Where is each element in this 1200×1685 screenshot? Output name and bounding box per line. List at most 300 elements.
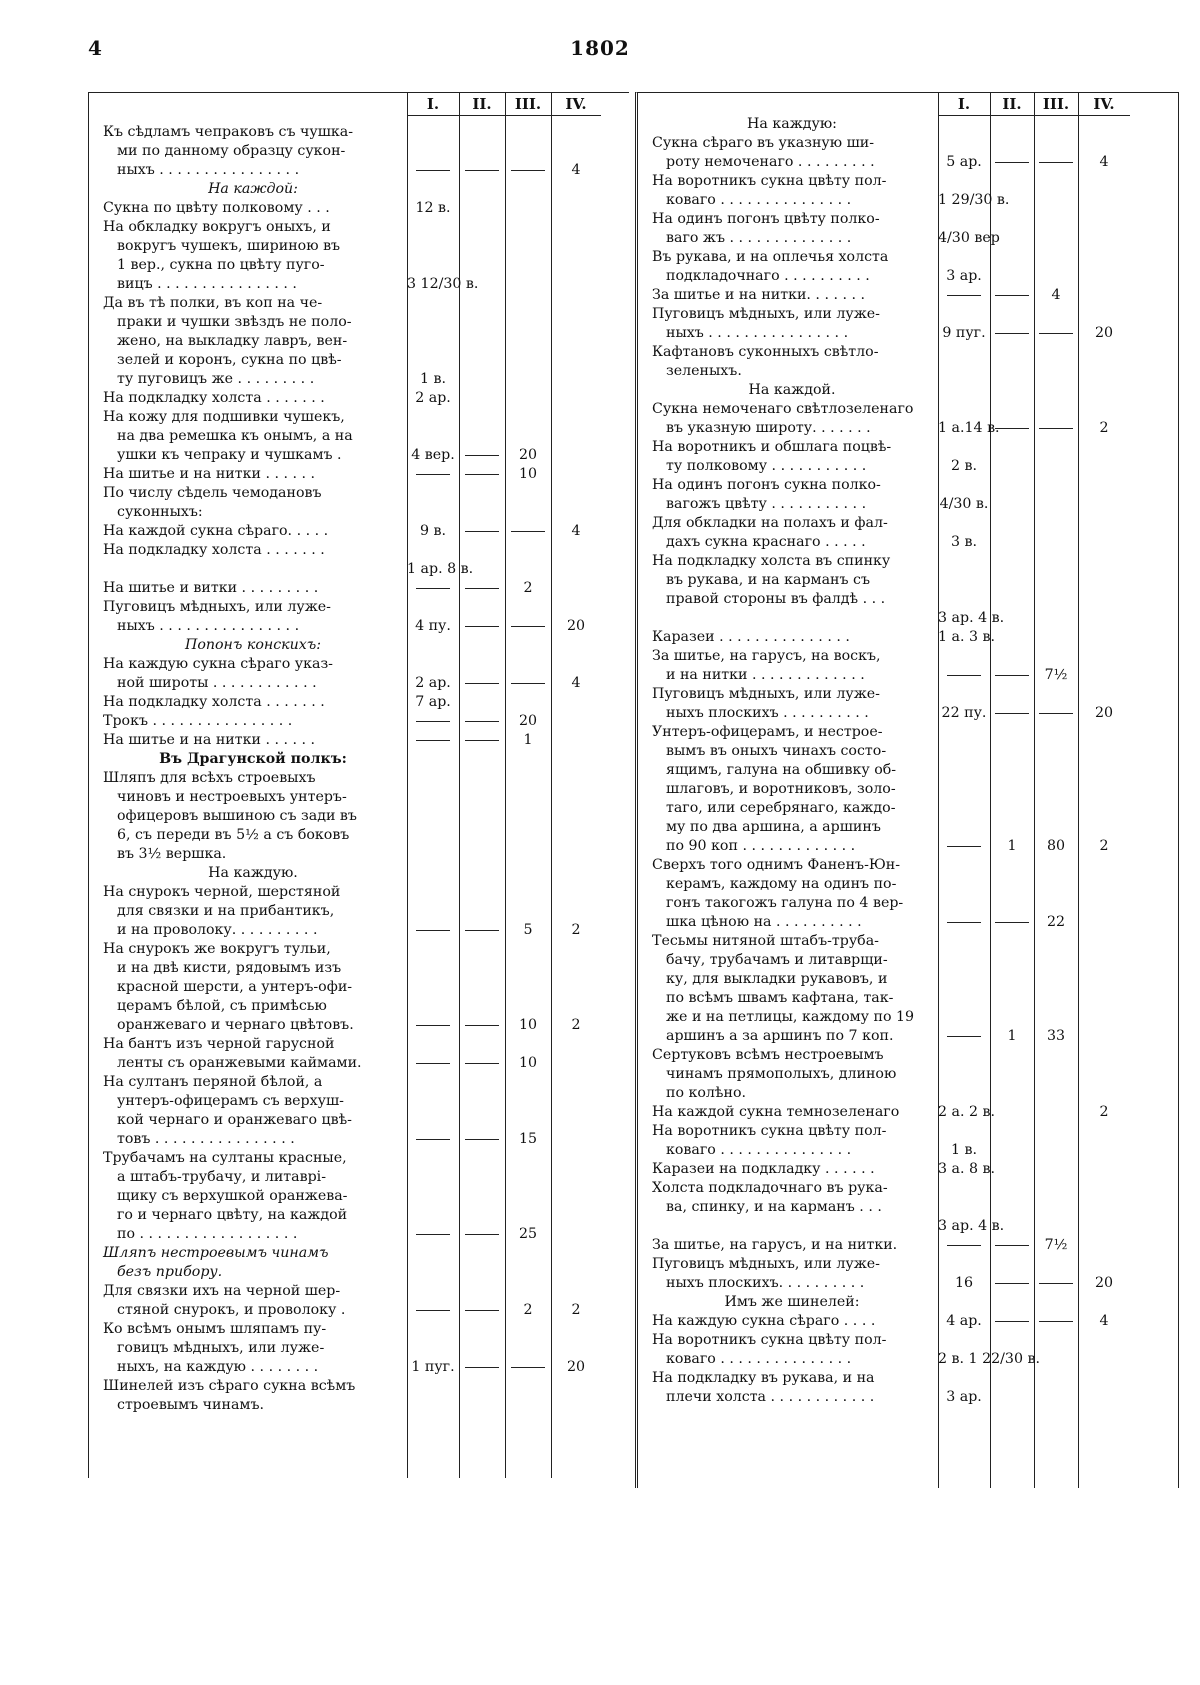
description-line: На подкладку холста . . . . . . .	[103, 542, 325, 558]
value-cell-col-1: 4 ар.	[946, 1313, 982, 1329]
value-cell-col-3	[1034, 704, 1078, 723]
description-line: Попонъ конскихъ:	[184, 637, 322, 653]
description-line: зелей и коронъ, сукна по цвѣ-	[117, 352, 342, 368]
row-description	[652, 1369, 932, 1407]
table-row	[89, 1035, 629, 1073]
row-description	[103, 218, 403, 294]
description-line: вагожъ цвѣту . . . . . . . . . . .	[666, 496, 867, 512]
value-cell-col-1: 2 ар.	[415, 675, 451, 691]
description-line: ваго жъ . . . . . . . . . . . . . .	[666, 230, 852, 246]
value-cell-col-2	[459, 674, 505, 693]
description-line: строевымъ чинамъ.	[117, 1397, 264, 1413]
description-line: коваго . . . . . . . . . . . . . . .	[666, 1351, 852, 1367]
column-header-3: III.	[1034, 93, 1078, 116]
description-line: Сверхъ того однимъ Фаненъ-Юн-	[652, 857, 901, 873]
table-row	[89, 180, 629, 199]
description-line: чинамъ прямополыхъ, длиною	[666, 1066, 897, 1082]
value-cell-col-1	[938, 837, 990, 856]
value-cell-col-1: 2 ар.	[415, 390, 451, 406]
value-cell-col-2	[990, 1236, 1034, 1255]
row-description	[652, 1255, 932, 1293]
description-line: Для обкладки на полахъ и фал-	[652, 515, 888, 531]
value-cell-col-2	[459, 921, 505, 940]
description-line: ящимъ, галуна на обшивку об-	[666, 762, 897, 778]
description-line: На каждую.	[208, 865, 298, 881]
row-description	[652, 476, 932, 514]
page-number: 4	[88, 36, 102, 60]
table-row	[89, 731, 629, 750]
value-cell-col-1: 3 а. 8 в.	[938, 1161, 996, 1177]
description-line: На каждую сукна сѣраго указ-	[103, 656, 333, 672]
value-cell-col-4: 20	[1094, 325, 1114, 341]
value-cell-col-4: 2	[1099, 1104, 1109, 1120]
row-description	[652, 1160, 932, 1179]
description-line: Ко всѣмъ онымъ шляпамъ пу-	[103, 1321, 327, 1337]
description-line: ныхъ, на каждую . . . . . . . .	[117, 1359, 319, 1375]
row-description	[103, 1244, 403, 1282]
description-line: На воротникъ сукна цвѣту пол-	[652, 173, 887, 189]
table-row	[89, 1377, 629, 1415]
description-line: же и на петлицы, каждому по 19	[666, 1009, 915, 1025]
value-cell-col-2: 1	[1007, 838, 1017, 854]
description-line: Пуговицъ мѣдныхъ, или луже-	[652, 686, 880, 702]
value-cell-col-3: 4	[1051, 287, 1061, 303]
table-row	[638, 210, 1178, 248]
description-line: На султанъ перяной бѣлой, а	[103, 1074, 323, 1090]
value-cell-col-2	[459, 446, 505, 465]
table-row	[89, 1244, 629, 1282]
value-cell-col-1	[938, 286, 990, 305]
table-row	[638, 723, 1178, 856]
table-row	[89, 940, 629, 1035]
table-row	[638, 1293, 1178, 1312]
table-row	[89, 522, 629, 541]
description-line: 6, съ переди въ 5½ а съ боковъ	[117, 827, 350, 843]
description-line: унтеръ-офицерамъ съ верхуш-	[117, 1093, 344, 1109]
value-cell-col-2	[459, 1130, 505, 1149]
row-description	[652, 1312, 932, 1331]
description-line: На подкладку холста въ спинку	[652, 553, 891, 569]
row-description	[652, 1122, 932, 1160]
value-cell-col-3	[1034, 324, 1078, 343]
value-cell-col-3	[1034, 1274, 1078, 1293]
description-line: На шитье и на нитки . . . . . .	[103, 466, 316, 482]
row-description	[103, 1149, 403, 1244]
value-cell-col-3: 2	[523, 580, 533, 596]
table-row	[638, 1312, 1178, 1331]
row-description	[652, 305, 932, 343]
description-line: ту пуговицъ же . . . . . . . . .	[117, 371, 315, 387]
description-line: суконныхъ:	[117, 504, 203, 520]
value-cell-col-1: 4 вер.	[411, 447, 455, 463]
description-line: На обкладку вокругъ оныхъ, и	[103, 219, 331, 235]
row-description	[103, 484, 403, 522]
column-header-4: IV.	[1078, 93, 1130, 116]
description-line: На снурокъ же вокругъ тульи,	[103, 941, 331, 957]
value-cell-col-1	[407, 731, 459, 750]
value-cell-col-3: 7½	[1044, 667, 1068, 683]
description-line: ныхъ плоскихъ . . . . . . . . . .	[666, 705, 869, 721]
description-line: На каждой сукна темнозеленаго	[652, 1104, 900, 1120]
value-cell-col-2	[990, 419, 1034, 438]
table-row	[638, 1046, 1178, 1103]
table-row	[638, 685, 1178, 723]
row-description	[652, 723, 932, 856]
table-row	[638, 400, 1178, 438]
value-cell-col-3: 20	[518, 713, 538, 729]
description-line: вокругъ чушекъ, шириною въ	[117, 238, 341, 254]
description-line: стяной снурокъ, и проволоку .	[117, 1302, 346, 1318]
value-cell-col-1	[938, 666, 990, 685]
value-cell-col-1	[938, 913, 990, 932]
description-line: правой стороны въ фалдѣ . . .	[666, 591, 886, 607]
description-line: вымъ въ оныхъ чинахъ состо-	[666, 743, 887, 759]
value-cell-col-1: 2 в.	[950, 458, 978, 474]
value-cell-col-4: 20	[1094, 1275, 1114, 1291]
description-line: и на проволоку. . . . . . . . . .	[117, 922, 318, 938]
table-row	[638, 438, 1178, 476]
row-description	[652, 856, 932, 932]
row-description	[652, 381, 932, 400]
description-line: церамъ бѣлой, съ примѣсью	[117, 998, 327, 1014]
value-cell-col-2	[459, 579, 505, 598]
value-cell-col-1: 2 в. 1 22/30 в.	[938, 1351, 1040, 1367]
value-cell-col-1	[407, 579, 459, 598]
value-cell-col-4: 4	[1099, 1313, 1109, 1329]
table-row	[638, 1103, 1178, 1122]
value-cell-col-3: 1	[523, 732, 533, 748]
description-line: На шитье и на нитки . . . . . .	[103, 732, 316, 748]
table-row	[89, 541, 629, 579]
row-description	[652, 552, 932, 628]
description-line: бачу, трубачамъ и литаврщи-	[666, 952, 888, 968]
row-description	[103, 294, 403, 389]
table-row	[89, 769, 629, 864]
row-description	[103, 579, 403, 598]
table-row	[89, 712, 629, 731]
row-description	[652, 1179, 932, 1236]
row-description	[103, 655, 403, 693]
value-cell-col-2: 1	[1007, 1028, 1017, 1044]
value-cell-col-4: 2	[571, 922, 581, 938]
row-description	[103, 123, 403, 180]
table-row	[89, 1320, 629, 1377]
description-line: ту полковому . . . . . . . . . . .	[666, 458, 867, 474]
description-line: За шитье и на нитки. . . . . . .	[652, 287, 866, 303]
row-description	[103, 1320, 403, 1377]
row-description	[652, 647, 932, 685]
table-row	[638, 172, 1178, 210]
value-cell-col-3: 10	[518, 1017, 538, 1033]
description-line: ныхъ . . . . . . . . . . . . . . . .	[666, 325, 849, 341]
table-row	[638, 647, 1178, 685]
description-line: ныхъ . . . . . . . . . . . . . . . .	[117, 162, 300, 178]
description-line: въ рукава, и на карманъ съ	[666, 572, 871, 588]
description-line: Шляпъ нестроевымъ чинамъ	[103, 1245, 329, 1261]
value-cell-col-2	[459, 1016, 505, 1035]
description-line: гонъ такогожъ галуна по 4 вер-	[666, 895, 904, 911]
row-description	[652, 932, 932, 1046]
description-line: Холста подкладочнаго въ рука-	[652, 1180, 888, 1196]
value-cell-col-1: 3 ар. 4 в.	[938, 610, 1005, 626]
description-line: коваго . . . . . . . . . . . . . . .	[666, 1142, 852, 1158]
description-line: праки и чушки звѣздъ не поло-	[117, 314, 352, 330]
value-cell-col-2	[459, 1358, 505, 1377]
row-description	[652, 172, 932, 210]
value-cell-col-2	[990, 913, 1034, 932]
value-cell-col-1	[407, 712, 459, 731]
table-row	[89, 1149, 629, 1244]
value-cell-col-3	[505, 617, 551, 636]
value-cell-col-1: 4/30 вер	[938, 230, 1000, 246]
description-line: За шитье, на гарусъ, на воскъ,	[652, 648, 881, 664]
value-cell-col-2	[990, 704, 1034, 723]
value-cell-col-4: 4	[571, 523, 581, 539]
value-cell-col-2	[459, 161, 505, 180]
value-cell-col-4: 20	[1094, 705, 1114, 721]
description-line: Пуговицъ мѣдныхъ, или луже-	[103, 599, 331, 615]
table-row	[89, 408, 629, 465]
value-cell-col-4: 2	[1099, 420, 1109, 436]
value-cell-col-2	[459, 1301, 505, 1320]
table-row	[89, 218, 629, 294]
description-line: На воротникъ сукна цвѣту пол-	[652, 1123, 887, 1139]
row-description	[652, 514, 932, 552]
description-line: вицъ . . . . . . . . . . . . . . . .	[117, 276, 297, 292]
description-line: Шинелей изъ сѣраго сукна всѣмъ	[103, 1378, 356, 1394]
table-row	[638, 248, 1178, 286]
value-cell-col-3: 33	[1046, 1028, 1066, 1044]
description-line: Въ рукава, и на оплечья холста	[652, 249, 889, 265]
value-cell-col-3: 15	[518, 1131, 538, 1147]
value-cell-col-1: 1 ар. 8 в.	[407, 561, 474, 577]
row-description	[103, 522, 403, 541]
value-cell-col-3	[505, 1358, 551, 1377]
description-line	[652, 1217, 932, 1236]
description-line: Каразеи на подкладку . . . . . .	[652, 1161, 875, 1177]
value-cell-col-4: 4	[571, 675, 581, 691]
description-line: красной шерсти, а унтеръ-офи-	[117, 979, 353, 995]
description-line: шлаговъ, и воротниковъ, золо-	[666, 781, 896, 797]
row-description	[652, 628, 932, 647]
description-line: Имъ же шинелей:	[724, 1294, 860, 1310]
description-line: коваго . . . . . . . . . . . . . . .	[666, 192, 852, 208]
value-cell-col-4: 4	[1099, 154, 1109, 170]
value-cell-col-1: 9 в.	[419, 523, 447, 539]
value-cell-col-3: 22	[1046, 914, 1066, 930]
description-line: плечи холста . . . . . . . . . . . .	[666, 1389, 875, 1405]
value-cell-col-2	[459, 731, 505, 750]
column-header-2: II.	[459, 93, 505, 116]
value-cell-col-2	[459, 1225, 505, 1244]
description-line: На воротникъ сукна цвѣту пол-	[652, 1332, 887, 1348]
description-line: подкладочнаго . . . . . . . . . .	[666, 268, 870, 284]
table-row	[638, 1122, 1178, 1160]
table-row	[89, 883, 629, 940]
table-row	[638, 286, 1178, 305]
table-row	[638, 476, 1178, 514]
description-line: го и чернаго цвѣту, на каждой	[117, 1207, 348, 1223]
description-line: На кожу для подшивки чушекъ,	[103, 409, 345, 425]
row-description	[652, 1236, 932, 1255]
row-description	[652, 1293, 932, 1312]
description-line: въ указную широту. . . . . . .	[666, 420, 871, 436]
table-row	[89, 199, 629, 218]
value-cell-col-1: 4/30 в.	[939, 496, 989, 512]
description-line: Тесьмы нитяной штабъ-труба-	[652, 933, 879, 949]
table-row	[89, 294, 629, 389]
value-cell-col-2	[459, 712, 505, 731]
description-line: щику съ верхушкой оранжева-	[117, 1188, 348, 1204]
value-cell-col-1: 12 в.	[415, 200, 451, 216]
row-description	[103, 864, 403, 883]
description-line: оранжеваго и чернаго цвѣтовъ.	[117, 1017, 354, 1033]
description-line: Сукна сѣраго въ указную ши-	[652, 135, 875, 151]
value-cell-col-1: 1 в.	[419, 371, 447, 387]
value-cell-col-1: 4 пу.	[415, 618, 451, 634]
table-row	[89, 1073, 629, 1149]
value-cell-col-1	[407, 1016, 459, 1035]
description-line: За шитье, на гарусъ, и на нитки.	[652, 1237, 898, 1253]
description-line: товъ . . . . . . . . . . . . . . . .	[117, 1131, 295, 1147]
description-line: говицъ мѣдныхъ, или луже-	[117, 1340, 325, 1356]
value-cell-col-1	[407, 465, 459, 484]
value-cell-col-2	[459, 522, 505, 541]
value-cell-col-1: 7 ар.	[415, 694, 451, 710]
value-cell-col-1	[407, 1054, 459, 1073]
description-line: Да въ тѣ полки, въ коп на че-	[103, 295, 323, 311]
value-cell-col-1	[407, 921, 459, 940]
value-cell-col-2	[990, 153, 1034, 172]
description-line: роту немоченаго . . . . . . . . .	[666, 154, 875, 170]
value-cell-col-1	[938, 1027, 990, 1046]
description-line: для связки и на прибантикъ,	[117, 903, 335, 919]
value-cell-col-4: 20	[566, 1359, 586, 1375]
value-cell-col-1: 1 29/30 в.	[938, 192, 1010, 208]
row-description	[652, 400, 932, 438]
value-cell-col-3	[505, 674, 551, 693]
row-description	[652, 685, 932, 723]
right-supply-table	[635, 92, 1179, 1488]
description-line: На каждой:	[208, 181, 298, 197]
description-line: по всѣмъ швамъ кафтана, так-	[666, 990, 894, 1006]
value-cell-col-2	[990, 286, 1034, 305]
description-line: дахъ сукна краснаго . . . . .	[666, 534, 866, 550]
value-cell-col-1: 2 а. 2 в.	[938, 1104, 996, 1120]
value-cell-col-3: 7½	[1044, 1237, 1068, 1253]
value-cell-col-3: 80	[1046, 838, 1066, 854]
value-cell-col-1: 22 пу.	[941, 705, 987, 721]
value-cell-col-3	[505, 522, 551, 541]
row-description	[652, 248, 932, 286]
table-row	[638, 115, 1178, 134]
description-line: На каждую:	[747, 116, 837, 132]
row-description	[652, 1331, 932, 1369]
row-description	[103, 465, 403, 484]
table-row	[638, 552, 1178, 628]
value-cell-col-2	[459, 1054, 505, 1073]
description-line: На подкладку въ рукава, и на	[652, 1370, 875, 1386]
value-cell-col-1	[407, 1130, 459, 1149]
table-row	[638, 1179, 1178, 1236]
value-cell-col-3: 20	[518, 447, 538, 463]
row-description	[652, 1046, 932, 1103]
description-line: жено, на выкладку лавръ, вен-	[117, 333, 348, 349]
value-cell-col-3	[1034, 419, 1078, 438]
description-line: Въ Драгунской полкъ:	[159, 751, 347, 767]
table-row	[89, 465, 629, 484]
value-cell-col-4: 2	[571, 1302, 581, 1318]
value-cell-col-1: 16	[954, 1275, 974, 1291]
value-cell-col-2	[990, 324, 1034, 343]
value-cell-col-1: 3 в.	[950, 534, 978, 550]
description-line: Трубачамъ на султаны красные,	[103, 1150, 347, 1166]
description-line: На подкладку холста . . . . . . .	[103, 694, 325, 710]
description-line: ку, для выкладки рукавовъ, и	[666, 971, 888, 987]
table-row	[638, 305, 1178, 343]
description-line: Пуговицъ мѣдныхъ, или луже-	[652, 1256, 880, 1272]
value-cell-col-1	[407, 1225, 459, 1244]
description-line: Къ сѣдламъ чепраковъ съ чушка-	[103, 124, 354, 140]
row-description	[103, 1035, 403, 1073]
row-description	[652, 438, 932, 476]
description-line: ва, спинку, и на карманъ . . .	[666, 1199, 882, 1215]
description-line: На каждой сукна сѣраго. . . . .	[103, 523, 329, 539]
column-header-3: III.	[505, 93, 551, 116]
description-line: ныхъ плоскихъ. . . . . . . . . .	[666, 1275, 865, 1291]
value-cell-col-1: 3 ар.	[946, 268, 982, 284]
description-line: Для связки ихъ на черной шер-	[103, 1283, 341, 1299]
value-cell-col-2	[990, 1312, 1034, 1331]
description-line: Сукна немоченаго свѣтлозеленаго	[652, 401, 914, 417]
description-line: 1 вер., сукна по цвѣту пуго-	[117, 257, 325, 273]
row-description	[103, 541, 403, 579]
description-line: На подкладку холста . . . . . . .	[103, 390, 325, 406]
value-cell-col-1: 1 а.14 в.	[938, 420, 1000, 436]
value-cell-col-3	[1034, 1312, 1078, 1331]
value-cell-col-1: 1 а. 3 в.	[938, 629, 996, 645]
description-line: таго, или серебрянаго, каждо-	[666, 800, 896, 816]
value-cell-col-2	[990, 666, 1034, 685]
description-line: кой чернаго и оранжеваго цвѣ-	[117, 1112, 352, 1128]
column-header-1: I.	[407, 93, 459, 116]
description-line: ушки къ чепраку и чушкамъ .	[117, 447, 342, 463]
value-cell-col-1	[938, 1236, 990, 1255]
table-row	[638, 1160, 1178, 1179]
description-line: керамъ, каждому на одинъ по-	[666, 876, 897, 892]
description-line: а штабъ-трубачу, и литаврі-	[117, 1169, 326, 1185]
description-line: Сертуковъ всѣмъ нестроевымъ	[652, 1047, 884, 1063]
table-row	[638, 932, 1178, 1046]
value-cell-col-3: 5	[523, 922, 533, 938]
row-description	[103, 731, 403, 750]
row-description	[103, 598, 403, 636]
description-line: Сукна по цвѣту полковому . . .	[103, 200, 330, 216]
table-row	[89, 484, 629, 522]
value-cell-col-1: 1 в.	[950, 1142, 978, 1158]
description-line: Унтеръ-офицерамъ, и нестрое-	[652, 724, 883, 740]
table-row	[89, 579, 629, 598]
description-line: На бантъ изъ черной гарусной	[103, 1036, 335, 1052]
description-line	[103, 560, 403, 579]
value-cell-col-4: 4	[571, 162, 581, 178]
value-cell-col-2	[990, 1274, 1034, 1293]
column-header-1: I.	[938, 93, 990, 116]
row-description	[652, 134, 932, 172]
description-line: и на нитки . . . . . . . . . . . . .	[666, 667, 865, 683]
value-cell-col-3: 10	[518, 466, 538, 482]
row-description	[103, 1282, 403, 1320]
